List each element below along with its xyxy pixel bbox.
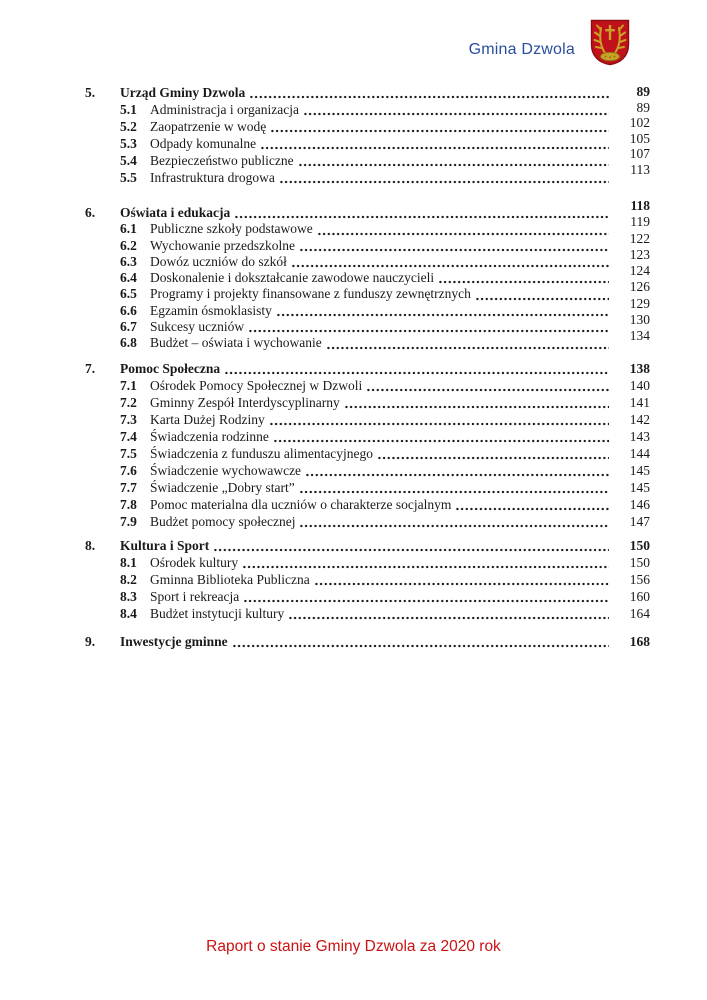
toc-entry (85, 394, 612, 411)
entry-title: Karta Dużej Rodziny (150, 411, 265, 427)
page-number: 160 (629, 588, 650, 604)
entry-number: 5.5 (120, 170, 137, 185)
page-number: 89 (636, 99, 650, 115)
entry-title: Ośrodek kultury (150, 554, 239, 570)
page-number: 145 (629, 479, 650, 495)
dot-leader (214, 548, 609, 552)
toc-entry (85, 462, 612, 479)
entry-title: Gminna Biblioteka Publiczna (150, 571, 310, 587)
entry-title: Programy i projekty finansowane z funduszy zewnętrznych (150, 286, 471, 302)
toc-section-heading (85, 360, 612, 377)
toc-entry (85, 513, 612, 530)
toc-entry (85, 101, 612, 118)
toc-entry (85, 221, 612, 237)
page-number: 126 (629, 279, 650, 295)
toc-section-heading (85, 633, 612, 650)
toc-entry (85, 254, 612, 270)
dot-leader (274, 439, 609, 443)
dot-leader (300, 524, 609, 528)
toc-entry (85, 554, 612, 571)
entry-title: Świadczenia z funduszu alimentacyjnego (150, 445, 374, 461)
toc-entry (85, 135, 612, 152)
entry-title: Publiczne szkoły podstawowe (150, 221, 313, 237)
dot-leader (345, 405, 609, 409)
page-number: 105 (629, 130, 650, 146)
section-title: Inwestycje gminne (120, 633, 228, 649)
toc-entry (85, 588, 612, 605)
dot-leader (243, 565, 609, 569)
dot-leader (280, 180, 609, 184)
toc-entry (85, 479, 612, 496)
dot-leader (225, 371, 609, 375)
entry-number: 7.6 (120, 462, 137, 478)
entry-number: 7.8 (120, 496, 137, 512)
entry-number: 7.3 (120, 411, 137, 427)
entry-title: Odpady komunalne (150, 136, 257, 151)
toc-entry (85, 152, 612, 169)
entry-title: Doskonalenie i dokształcanie zawodowe nauczycieli (150, 270, 435, 286)
entry-number: 6.8 (120, 335, 137, 351)
page-number: 150 (629, 554, 650, 570)
toc-entry (85, 238, 612, 254)
dot-leader (244, 599, 609, 603)
dot-leader (315, 582, 609, 586)
entry-title: Budżet instytucji kultury (150, 605, 285, 621)
dot-leader (304, 112, 609, 116)
page-number: 122 (629, 230, 650, 246)
page-number: 144 (629, 445, 650, 461)
toc-section (85, 633, 650, 650)
entry-number: 7.2 (120, 394, 137, 410)
page-number: 102 (629, 115, 650, 130)
section-number: 9. (85, 633, 96, 649)
entry-number: 6.5 (120, 286, 137, 302)
dot-leader (277, 313, 609, 317)
entry-title: Świadczenie wychowawcze (150, 462, 302, 478)
section-number: 7. (85, 360, 96, 376)
coat-of-arms-icon (590, 19, 630, 66)
dot-leader (378, 456, 609, 460)
section-title: Oświata i edukacja (120, 205, 231, 220)
entry-number: 8.2 (120, 571, 137, 587)
dot-leader (289, 616, 609, 620)
page-number: 168 (629, 633, 650, 649)
dot-leader (270, 422, 609, 426)
section-number: 5. (85, 85, 96, 100)
entry-title: Wychowanie przedszkolne (150, 237, 295, 253)
toc-entry (85, 270, 612, 286)
entry-number: 7.7 (120, 479, 137, 495)
page-number: 129 (629, 295, 650, 311)
table-of-contents (85, 84, 650, 650)
entry-number: 5.3 (120, 136, 137, 151)
entry-number: 7.4 (120, 428, 137, 444)
org-name: Gmina Dzwola (468, 41, 575, 58)
page-number: 124 (629, 263, 650, 279)
entry-number: 7.5 (120, 445, 137, 461)
dot-leader (271, 129, 609, 133)
page-number: 142 (629, 411, 650, 427)
toc-section-heading (85, 84, 612, 101)
toc-entry (85, 496, 612, 513)
page-number: 119 (630, 214, 650, 230)
entry-title: Egzamin ósmoklasisty (150, 302, 272, 318)
toc-entry (85, 445, 612, 462)
toc-section-heading (85, 205, 612, 221)
toc-page-numbers (612, 360, 650, 530)
toc-section (85, 198, 650, 352)
entry-title: Zaopatrzenie w wodę (150, 119, 267, 134)
entry-number: 8.1 (120, 554, 137, 570)
page-number: 164 (629, 605, 650, 621)
page-number: 156 (629, 571, 650, 587)
dot-leader (300, 248, 609, 252)
dot-leader (300, 490, 609, 494)
page-number: 147 (629, 513, 650, 529)
toc-entry (85, 428, 612, 445)
dot-leader (233, 644, 609, 648)
toc-entries (85, 84, 612, 186)
dot-leader (235, 215, 609, 219)
toc-entry (85, 605, 612, 622)
toc-entry (85, 286, 612, 302)
page-number: 146 (629, 496, 650, 512)
dot-leader (306, 473, 609, 477)
page-number: 107 (629, 146, 650, 161)
entry-number: 7.9 (120, 513, 137, 529)
dot-leader (299, 163, 609, 167)
toc-section-heading (85, 537, 612, 554)
entry-number: 5.2 (120, 119, 137, 134)
toc-entries (85, 537, 612, 622)
page-number: 138 (629, 360, 650, 376)
section-number: 8. (85, 537, 96, 553)
page-number: 141 (629, 394, 650, 410)
toc-page-numbers (612, 537, 650, 622)
dot-leader (250, 95, 609, 99)
entry-title: Świadczenie „Dobry start” (150, 479, 295, 495)
toc-section (85, 84, 650, 186)
dot-leader (456, 507, 609, 511)
entry-number: 5.1 (120, 102, 137, 117)
page-number: 89 (636, 84, 650, 99)
toc-entry (85, 411, 612, 428)
entry-number: 6.4 (120, 270, 137, 286)
entry-number: 7.1 (120, 377, 137, 393)
entry-title: Budżet – oświata i wychowanie (150, 335, 322, 351)
page-number: 134 (629, 328, 650, 344)
section-title: Pomoc Społeczna (120, 360, 221, 376)
page-number: 150 (629, 537, 650, 553)
section-title: Kultura i Sport (120, 537, 210, 553)
entry-number: 6.3 (120, 253, 137, 269)
page-number: 143 (629, 428, 650, 444)
toc-page-numbers (612, 84, 650, 177)
entry-title: Infrastruktura drogowa (150, 170, 275, 185)
entry-number: 6.6 (120, 302, 137, 318)
footer-text: Raport o stanie Gminy Dzwola za 2020 rok (206, 938, 501, 955)
toc-entries (85, 633, 612, 650)
dot-leader (261, 146, 609, 150)
page-number: 123 (629, 246, 650, 262)
entry-title: Świadczenia rodzinne (150, 428, 269, 444)
toc-entry (85, 118, 612, 135)
entry-number: 6.7 (120, 319, 137, 335)
entry-number: 5.4 (120, 153, 137, 168)
toc-page-numbers (612, 198, 650, 345)
document-footer (0, 938, 707, 956)
toc-entry (85, 169, 612, 186)
entry-title: Dowóz uczniów do szkół (150, 253, 287, 269)
toc-entry (85, 377, 612, 394)
entry-title: Gminny Zespół Interdyscyplinarny (150, 394, 340, 410)
page-number: 140 (629, 377, 650, 393)
entry-title: Bezpieczeństwo publiczne (150, 153, 294, 168)
page-number: 145 (629, 462, 650, 478)
toc-entry (85, 571, 612, 588)
toc-page-numbers (612, 633, 650, 650)
section-title: Urząd Gminy Dzwola (120, 85, 246, 100)
entry-title: Sport i rekreacja (150, 588, 240, 604)
dot-leader (292, 264, 609, 268)
entry-title: Administracja i organizacja (150, 102, 299, 117)
toc-section (85, 537, 650, 622)
entry-title: Pomoc materialna dla uczniów o charakterze socjalnym (150, 496, 452, 512)
toc-entry (85, 319, 612, 335)
dot-leader (249, 329, 609, 333)
toc-entry (85, 303, 612, 319)
entry-number: 8.4 (120, 605, 137, 621)
dot-leader (476, 297, 609, 301)
page-number: 118 (630, 198, 650, 213)
toc-entries (85, 360, 612, 530)
section-number: 6. (85, 205, 96, 220)
dot-leader (439, 280, 609, 284)
dot-leader (318, 232, 609, 236)
toc-section (85, 360, 650, 530)
entry-number: 6.2 (120, 237, 137, 253)
entry-number: 6.1 (120, 221, 137, 237)
entry-title: Ośrodek Pomocy Społecznej w Dzwoli (150, 377, 363, 393)
toc-entries (85, 205, 612, 352)
dot-leader (367, 388, 609, 392)
entry-number: 8.3 (120, 588, 137, 604)
page-number: 130 (629, 312, 650, 328)
toc-entry (85, 335, 612, 351)
page-number: 113 (630, 161, 650, 177)
dot-leader (327, 346, 609, 350)
entry-title: Sukcesy uczniów (150, 319, 245, 335)
entry-title: Budżet pomocy społecznej (150, 513, 296, 529)
document-header (469, 19, 630, 66)
